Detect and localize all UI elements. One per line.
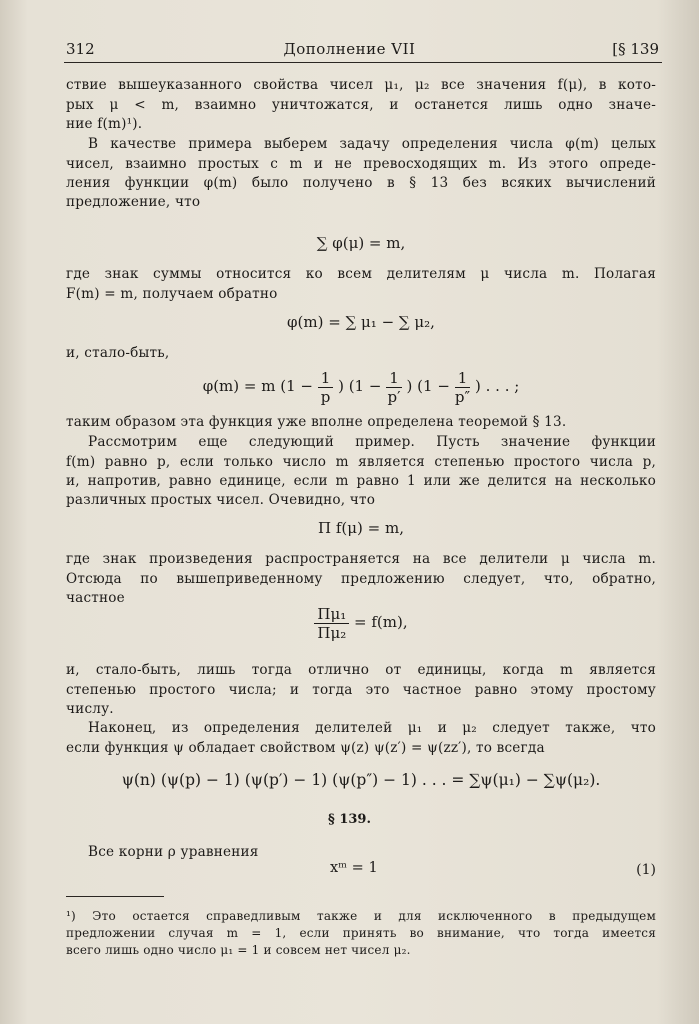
equation-product-f: Π f(μ) = m, [318, 519, 404, 537]
text-line: и, стало-быть, [66, 345, 170, 361]
equation-number: (1) [636, 862, 656, 878]
equation-part: ) . . . ; [475, 377, 520, 395]
text-line: степенью простого числа; и тогда это частное равно этому простому [66, 682, 656, 698]
text-line: таким образом эта функция уже вполне определена теоремой § 13. [66, 414, 567, 430]
text-line: чисел, взаимно простых с m и не превосходящих m. Из этого опреде- [66, 156, 656, 172]
fraction [314, 605, 349, 642]
fraction-numerator: Πμ₁ [314, 605, 349, 624]
page-number: 312 [66, 40, 95, 58]
fraction [318, 369, 334, 406]
section-title: § 139. [328, 812, 371, 827]
header-rule [64, 62, 662, 63]
footnote-rule [66, 896, 164, 897]
text-line: F(m) = m, получаем обратно [66, 286, 278, 302]
text-line: различных простых чисел. Очевидно, что [66, 492, 376, 508]
text-line: числу. [66, 701, 114, 717]
text-line: Рассмотрим еще следующий пример. Пусть значение функции [88, 434, 656, 450]
equation-phi-inverse: φ(m) = ∑ μ₁ − ∑ μ₂, [287, 313, 435, 331]
text-line: предложение, что [66, 194, 201, 210]
equation-part: φ(m) = m [202, 377, 276, 395]
equation-psi: ψ(n) (ψ(p) − 1) (ψ(p′) − 1) (ψ(p″) − 1) . . . = ∑ψ(μ₁) − ∑ψ(μ₂). [121, 771, 601, 789]
text-line: f(m) равно p, если только число m является степенью простого числа p, [66, 454, 656, 470]
fraction-numerator: 1 [455, 369, 471, 388]
equation-part: ) (1 − [406, 377, 450, 395]
footnote-line: ¹) Это остается справедливым также и для исключенного в предыдущем [66, 909, 656, 923]
equation-quotient [66, 600, 656, 644]
equation-root: xᵐ = 1 [330, 860, 378, 876]
fraction-numerator: 1 [386, 369, 402, 388]
text-line: Отсюда по вышеприведенному предложению следует, что, обратно, [66, 571, 656, 587]
fraction [455, 369, 471, 406]
text-line: если функция ψ обладает свойством ψ(z) ψ(z′) = ψ(zz′), то всегда [66, 740, 545, 756]
text-line: частное [66, 590, 125, 606]
fraction [386, 369, 402, 406]
text-line: ние f(m)¹). [66, 116, 143, 132]
running-title: Дополнение VII [283, 40, 416, 58]
equation-phi-product [66, 364, 656, 408]
text-line: Наконец, из определения делителей μ₁ и μ₂ следует также, что [88, 720, 656, 736]
text-line: и, напротив, равно единице, если m равно 1 или же делится на несколько [66, 473, 656, 489]
equation-part: = f(m), [354, 613, 408, 631]
footnote-line: предложении случая m = 1, если принять во внимание, что тогда имеется [66, 926, 656, 940]
text-line: ствие вышеуказанного свойства чисел μ₁, μ₂ все значения f(μ), в кото- [66, 77, 656, 93]
fraction-denominator: Πμ₂ [317, 623, 347, 642]
text-line: Все корни ρ уравнения [88, 844, 259, 860]
text-line: где знак произведения распространяется на все делители μ числа m. [66, 551, 656, 567]
text-line: В качестве примера выберем задачу определения числа φ(m) целых [88, 136, 656, 152]
fraction-denominator: p″ [454, 387, 471, 406]
text-line: где знак суммы относится ко всем делителям μ числа m. Полагая [66, 266, 656, 282]
fraction-denominator: p [320, 387, 331, 406]
text-line: ления функции φ(m) было получено в § 13 без всяких вычислений [66, 175, 656, 191]
fraction-denominator: p′ [387, 387, 401, 406]
text-line: и, стало-быть, лишь тогда отлично от единицы, когда m является [66, 662, 656, 678]
equation-part: ) (1 − [338, 377, 382, 395]
equation-sum-phi: ∑ φ(μ) = m, [316, 234, 406, 252]
equation-part: (1 − [280, 377, 313, 395]
footnote-line: всего лишь одно число μ₁ = 1 и совсем нет чисел μ₂. [66, 943, 411, 957]
text-line: рых μ < m, взаимно уничтожатся, и останется лишь одно значе- [66, 97, 656, 113]
section-reference: [§ 139 [612, 40, 659, 58]
fraction-numerator: 1 [318, 369, 334, 388]
